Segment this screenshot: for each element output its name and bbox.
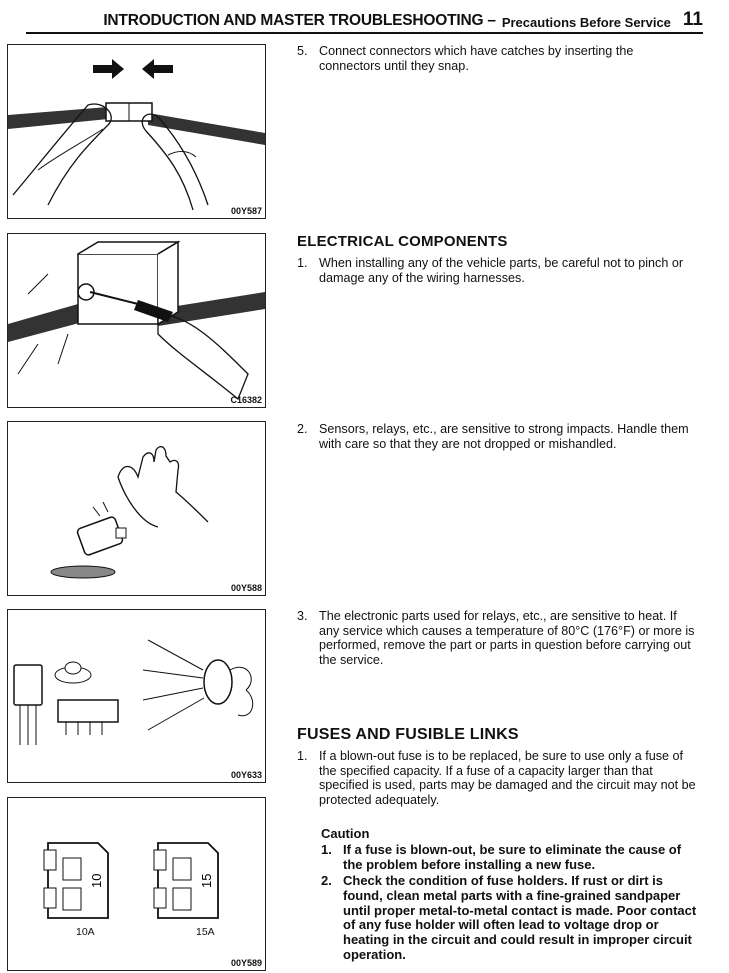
item-text: Sensors, relays, etc., are sensitive to strong impacts. Handle them with care so that they are not dropped or mishandled. [319, 422, 689, 451]
fuse-mark-15: 15 [199, 873, 214, 888]
item-number: 1. [297, 749, 308, 763]
fuses-item-1 [297, 749, 697, 807]
figure-code: C16382 [230, 395, 262, 405]
fuse-label-10a: 10A [76, 926, 95, 938]
figure-code: 00Y589 [230, 958, 262, 968]
figure-code: 00Y633 [230, 770, 262, 780]
connector-illustration [8, 45, 265, 218]
figure-harness [7, 233, 266, 408]
harness-illustration [8, 234, 265, 407]
heat-parts-illustration [8, 610, 265, 782]
step-connectors [297, 44, 697, 73]
figure-heat-parts [7, 609, 266, 783]
item-text: If a blown-out fuse is to be replaced, be sure to use only a fuse of the specified capacity. If a fuse of a capacity larger than that specified is used, parts may be damaged and the circuit may not be protected adequately. [319, 749, 696, 807]
page-header [26, 6, 703, 34]
item-text: The electronic parts used for relays, etc., are sensitive to heat. If any service which causes a temperature of 80°C (176°F) or more is performed, remove the part or parts in question before carrying out the service. [319, 609, 695, 667]
item-number: 1. [321, 842, 332, 857]
page-number: 11 [682, 9, 703, 30]
caution-item-1 [321, 843, 697, 873]
item-text: If a fuse is blown-out, be sure to eliminate the cause of the problem before installing a new fuse. [343, 842, 682, 872]
fuse-mark-10: 10 [89, 873, 104, 888]
fuse-label-15a: 15A [196, 926, 215, 938]
item-text: When installing any of the vehicle parts, be careful not to pinch or damage any of the wiring harnesses. [319, 256, 684, 285]
item-number: 1. [297, 256, 308, 270]
section-heading-electrical: ELECTRICAL COMPONENTS [297, 233, 508, 250]
section-heading-fuses: FUSES AND FUSIBLE LINKS [297, 726, 519, 743]
header-subtitle: Precautions Before Service [501, 15, 671, 30]
item-number: 3. [297, 609, 308, 623]
item-text: Check the condition of fuse holders. If rust or dirt is found, clean metal parts with a fine-grained sandpaper until proper metal-to-metal contact is made. Poor contact of any fuse holder will often lead to voltage drop or heating in the circuit and could result in improper circuit operation. [343, 873, 697, 962]
fuses-illustration [8, 798, 265, 970]
item-number: 2. [297, 422, 308, 436]
figure-connector [7, 44, 266, 219]
electrical-item-1 [297, 256, 697, 285]
caution-item-2 [321, 874, 697, 963]
step-text: Connect connectors which have catches by inserting the connectors until they snap. [319, 44, 634, 73]
electrical-item-3 [297, 609, 697, 667]
electrical-item-2 [297, 422, 697, 451]
caution-heading: Caution [321, 826, 370, 841]
figure-dropped-part [7, 421, 266, 596]
step-number: 5. [297, 44, 308, 58]
header-title: INTRODUCTION AND MASTER TROUBLESHOOTING – [103, 12, 496, 29]
figure-fuses [7, 797, 266, 971]
figure-code: 00Y587 [230, 206, 262, 216]
figure-code: 00Y588 [230, 583, 262, 593]
item-number: 2. [321, 873, 332, 888]
dropped-part-illustration [8, 422, 265, 595]
